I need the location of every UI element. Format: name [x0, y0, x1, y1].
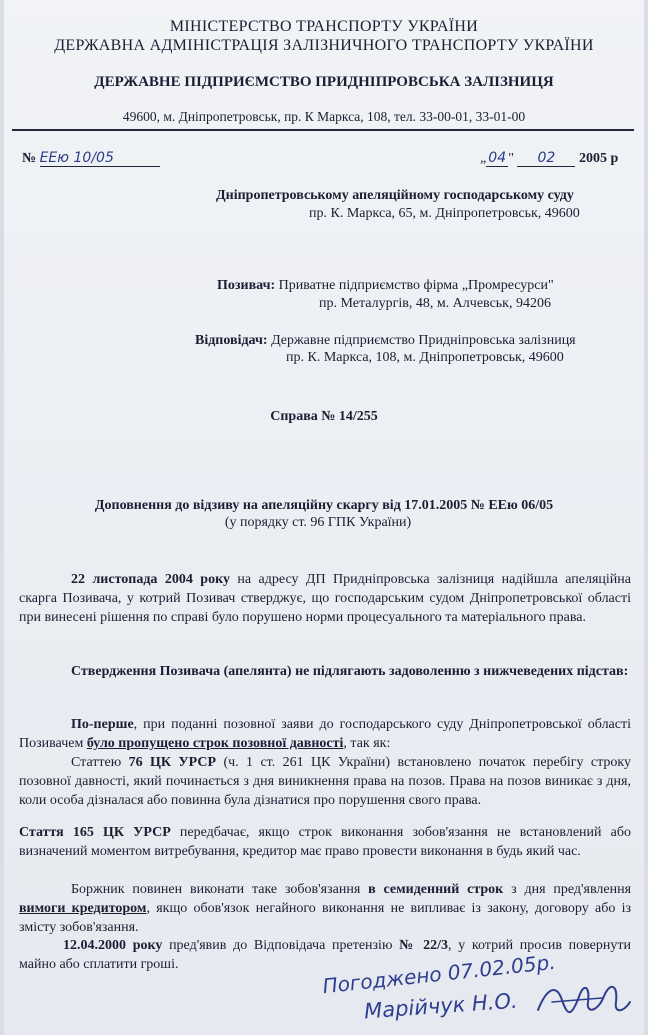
debtor-demand: вимоги кредитором — [19, 901, 147, 916]
enterprise-address: 49600, м. Дніпропетровськ, пр. К Маркса, 108, тел. 33-00-01, 33-01-00 — [122, 109, 526, 124]
number-value: ЕЕю 10/05 — [40, 150, 160, 167]
plaintiff-line — [217, 278, 554, 294]
claim-date: 12.04.2000 року — [63, 938, 163, 953]
recipient-address: пр. К. Маркса, 65, м. Дніпропетровськ, 49600 — [309, 206, 580, 221]
defendant-label: Відповідач: — [195, 333, 268, 348]
plaintiff-name: Приватне підприємство фірма „Промресурси" — [278, 278, 554, 293]
claims-text: Ствердження Позивача (апелянта) не підлягають задоволенню з нижчеведених підстав: — [71, 664, 629, 679]
signature-scribble — [532, 972, 636, 1024]
ministry-title: МІНІСТЕРСТВО ТРАНСПОРТУ УКРАЇНИ — [169, 18, 479, 35]
enterprise-title: ДЕРЖАВНЕ ПІДПРИЄМСТВО ПРИДНІПРОВСЬКА ЗАЛІЗНИЦЯ — [94, 74, 554, 90]
paragraph-claims — [19, 662, 631, 681]
appeal-date: 22 листопада 2004 року — [71, 572, 230, 587]
plaintiff-address: пр. Металургів, 48, м. Алчевськ, 94206 — [319, 296, 551, 311]
date-day: 04 — [486, 150, 508, 167]
paragraph-debtor — [19, 880, 631, 937]
first-point-text: , при поданні позовної заяви до господарського суду Дніпропетровської області Позивачем — [19, 717, 631, 751]
date-month: 02 — [517, 150, 575, 167]
claim-mid: пред'явив до Відповідача претензію — [162, 938, 400, 953]
number-label: № — [22, 151, 37, 166]
first-point-lead: По-перше — [71, 717, 134, 732]
debtor-pre: Боржник повинен виконати таке зобов'язання — [71, 882, 369, 897]
handwritten-approval: Погоджено 07.02.05р. — [321, 949, 557, 999]
document-subtitle: (у порядку ст. 96 ГПК України) — [224, 515, 412, 530]
article76-text: (ч. 1 ст. 261 ЦК України) встановлено початок перебігу строку позовної давності, який починається з дня виникнення права на позов. Права на позов виникає з дня, коли особа дізналася або повинна була дізнатися про порушення свого права. — [19, 755, 632, 808]
article165-ref: Стаття 165 ЦК УРСР — [19, 825, 171, 840]
article76-pre: Статтею — [71, 755, 129, 770]
document-title: Доповнення до відзиву на апеляційну скаргу від 17.01.2005 № ЕЕю 06/05 — [94, 498, 554, 513]
document-page — [4, 0, 644, 1035]
paragraph-article-76 — [19, 753, 631, 810]
claim-number: № 22/3 — [399, 938, 448, 953]
article165-text: передбачає, якщо строк виконання зобов'язання не встановлений або визначений моментом витребування, кредитор має право провести виконання в будь який час. — [19, 825, 631, 859]
defendant-name: Державне підприємство Придніпровська залізниця — [271, 333, 576, 348]
outgoing-number — [22, 150, 160, 167]
recipient-name: Дніпропетровському апеляційному господарському суду — [216, 188, 574, 203]
claim-text: , у котрий просив повернути майно або сплатити гроші. — [19, 938, 631, 972]
administration-title: ДЕРЖАВНА АДМІНІСТРАЦІЯ ЗАЛІЗНИЧНОГО ТРАНСПОРТУ УКРАЇНИ — [54, 37, 594, 54]
paragraph-first — [19, 715, 631, 753]
paragraph-appeal — [19, 570, 631, 627]
article76-ref: 76 ЦК УРСР — [128, 755, 217, 770]
first-point-tail: , так як: — [343, 736, 391, 751]
plaintiff-label: Позивач: — [217, 278, 276, 293]
header-divider — [12, 129, 634, 131]
date-year: 2005 р — [578, 151, 619, 166]
debtor-mid: з дня пред'явлення — [503, 882, 632, 897]
defendant-line — [195, 333, 576, 349]
handwritten-name: Марійчук Н.О. — [363, 988, 519, 1024]
defendant-address: пр. К. Маркса, 108, м. Дніпропетровськ, 49600 — [286, 350, 564, 365]
document-date: „ 04 " 02 2005 р — [480, 150, 619, 166]
case-number: Справа № 14/255 — [270, 409, 378, 424]
debtor-term: в семиденний строк — [368, 882, 504, 897]
first-point-underline: було пропущено строк позовної давності — [86, 736, 344, 751]
appeal-text: на адресу ДП Придніпровська залізниця надійшла апеляційна скарга Позивача, у котрий Позивач стверджує, що господарським судом Дніпропетровської області при винесені рішення по справі було порушено норми процесуального та матеріального права. — [19, 572, 631, 625]
debtor-text: , якщо обов'язок негайного виконання не випливає із закону, договору або із змісту зобов'язання. — [19, 901, 631, 935]
paragraph-article-165 — [19, 823, 631, 861]
